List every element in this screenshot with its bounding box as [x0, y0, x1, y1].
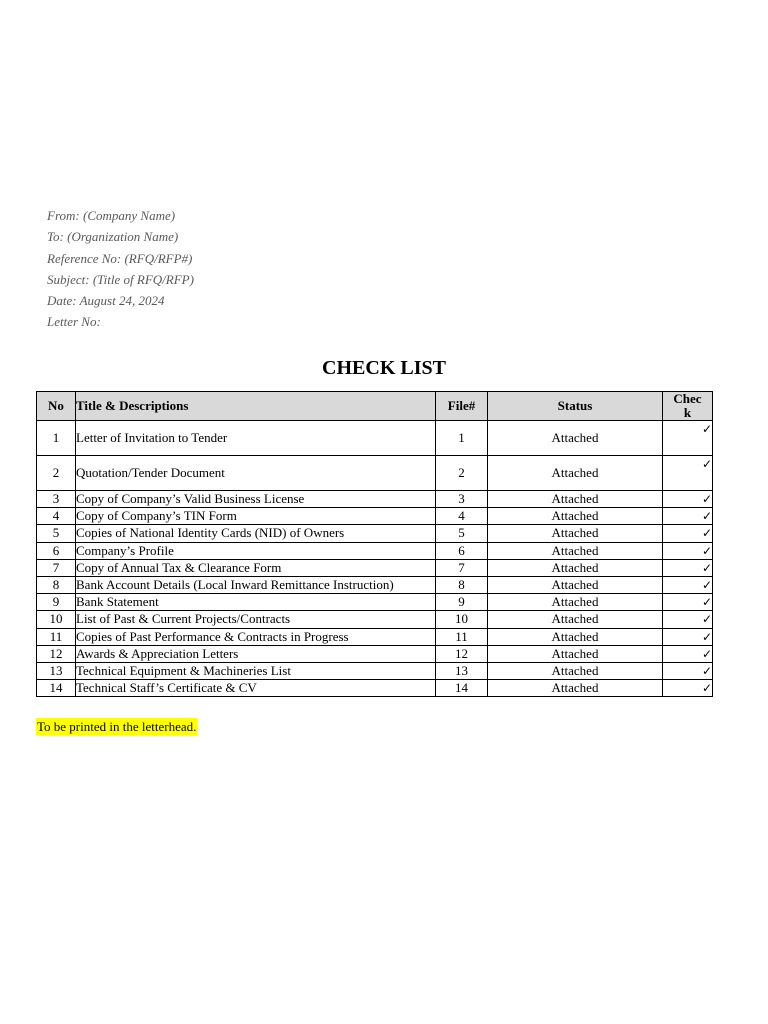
row-file-cell: 10	[436, 611, 488, 628]
row-title-cell: Technical Staff’s Certificate & CV	[76, 680, 436, 697]
row-title-cell: Bank Statement	[76, 594, 436, 611]
row-file-cell: 2	[436, 456, 488, 491]
row-no-cell: 10	[37, 611, 76, 628]
row-file-cell: 4	[436, 508, 488, 525]
table-row	[37, 508, 713, 525]
letter-header	[47, 205, 194, 333]
checkmark-icon: ✓	[701, 509, 712, 524]
letterhead-note: To be printed in the letterhead.	[37, 719, 197, 734]
table-row	[37, 680, 713, 697]
row-check-cell	[663, 628, 713, 645]
checkmark-icon: ✓	[701, 457, 712, 471]
row-title-cell: Copy of Company’s Valid Business License	[76, 491, 436, 508]
to-line: To: (Organization Name)	[47, 229, 179, 245]
checkmark-icon: ✓	[701, 526, 712, 541]
table-row	[37, 421, 713, 456]
row-status-cell: Attached	[488, 662, 663, 679]
row-status-cell: Attached	[488, 491, 663, 508]
letter-no-line: Letter No:	[47, 314, 101, 330]
row-file-cell: 7	[436, 559, 488, 576]
row-no-cell: 13	[37, 662, 76, 679]
row-title-cell: Letter of Invitation to Tender	[76, 421, 436, 456]
subject-line: Subject: (Title of RFQ/RFP)	[47, 271, 194, 287]
table-row	[37, 628, 713, 645]
row-title-cell: Awards & Appreciation Letters	[76, 645, 436, 662]
row-check-cell	[663, 421, 713, 456]
row-no-cell: 2	[37, 456, 76, 491]
column-header-title: Title & Descriptions	[76, 392, 436, 421]
row-title-cell: Copies of Past Performance & Contracts in Progress	[76, 628, 436, 645]
table-row	[37, 662, 713, 679]
table-row	[37, 525, 713, 542]
row-check-cell	[663, 680, 713, 697]
row-check-cell	[663, 542, 713, 559]
column-header-check	[663, 392, 713, 421]
row-check-cell	[663, 611, 713, 628]
checkmark-icon: ✓	[701, 543, 712, 558]
row-status-cell: Attached	[488, 594, 663, 611]
table-row	[37, 594, 713, 611]
row-file-cell: 9	[436, 594, 488, 611]
date-line: Date: August 24, 2024	[47, 293, 165, 309]
from-line: From: (Company Name)	[47, 208, 176, 223]
row-file-cell: 8	[436, 576, 488, 593]
row-file-cell: 11	[436, 628, 488, 645]
row-title-cell: Copy of Annual Tax & Clearance Form	[76, 559, 436, 576]
row-status-cell: Attached	[488, 576, 663, 593]
row-file-cell: 1	[436, 421, 488, 456]
row-title-cell: Technical Equipment & Machineries List	[76, 662, 436, 679]
row-check-cell	[663, 508, 713, 525]
row-no-cell: 3	[37, 491, 76, 508]
row-file-cell: 12	[436, 645, 488, 662]
row-title-cell: Copies of National Identity Cards (NID) of Owners	[76, 525, 436, 542]
row-no-cell: 7	[37, 559, 76, 576]
row-status-cell: Attached	[488, 559, 663, 576]
table-row	[37, 491, 713, 508]
row-status-cell: Attached	[488, 456, 663, 491]
row-file-cell: 13	[436, 662, 488, 679]
checkmark-icon: ✓	[701, 663, 712, 678]
row-check-cell	[663, 645, 713, 662]
row-file-cell: 14	[436, 680, 488, 697]
checkmark-icon: ✓	[701, 595, 712, 610]
row-no-cell: 6	[37, 542, 76, 559]
row-check-cell	[663, 662, 713, 679]
row-no-cell: 9	[37, 594, 76, 611]
column-header-check-label: Check	[673, 391, 702, 420]
row-check-cell	[663, 456, 713, 491]
checkmark-icon: ✓	[701, 422, 712, 436]
checkmark-icon: ✓	[701, 492, 712, 507]
row-no-cell: 1	[37, 421, 76, 456]
page-title: CHECK LIST	[322, 357, 446, 379]
row-title-cell: Bank Account Details (Local Inward Remittance Instruction)	[76, 576, 436, 593]
table-row	[37, 576, 713, 593]
row-title-cell: List of Past & Current Projects/Contracts	[76, 611, 436, 628]
row-check-cell	[663, 525, 713, 542]
row-check-cell	[663, 491, 713, 508]
row-no-cell: 4	[37, 508, 76, 525]
reference-line: Reference No: (RFQ/RFP#)	[47, 250, 193, 266]
row-status-cell: Attached	[488, 421, 663, 456]
row-title-cell: Copy of Company’s TIN Form	[76, 508, 436, 525]
table-row	[37, 559, 713, 576]
row-status-cell: Attached	[488, 525, 663, 542]
checkmark-icon: ✓	[701, 560, 712, 575]
row-no-cell: 14	[37, 680, 76, 697]
checklist-table	[36, 391, 713, 697]
row-title-cell: Company’s Profile	[76, 542, 436, 559]
row-no-cell: 5	[37, 525, 76, 542]
row-no-cell: 8	[37, 576, 76, 593]
table-row	[37, 611, 713, 628]
checkmark-icon: ✓	[701, 681, 712, 696]
row-no-cell: 12	[37, 645, 76, 662]
row-status-cell: Attached	[488, 508, 663, 525]
row-status-cell: Attached	[488, 680, 663, 697]
table-row	[37, 456, 713, 491]
column-header-status: Status	[488, 392, 663, 421]
row-status-cell: Attached	[488, 628, 663, 645]
column-header-file: File#	[436, 392, 488, 421]
column-header-no: No	[37, 392, 76, 421]
checkmark-icon: ✓	[701, 629, 712, 644]
row-check-cell	[663, 594, 713, 611]
row-file-cell: 3	[436, 491, 488, 508]
checkmark-icon: ✓	[701, 578, 712, 593]
row-file-cell: 6	[436, 542, 488, 559]
row-status-cell: Attached	[488, 542, 663, 559]
row-no-cell: 11	[37, 628, 76, 645]
table-header-row	[37, 392, 713, 421]
checkmark-icon: ✓	[701, 612, 712, 627]
row-check-cell	[663, 576, 713, 593]
table-row	[37, 645, 713, 662]
checkmark-icon: ✓	[701, 646, 712, 661]
row-check-cell	[663, 559, 713, 576]
row-title-cell: Quotation/Tender Document	[76, 456, 436, 491]
row-status-cell: Attached	[488, 611, 663, 628]
row-status-cell: Attached	[488, 645, 663, 662]
row-file-cell: 5	[436, 525, 488, 542]
table-row	[37, 542, 713, 559]
